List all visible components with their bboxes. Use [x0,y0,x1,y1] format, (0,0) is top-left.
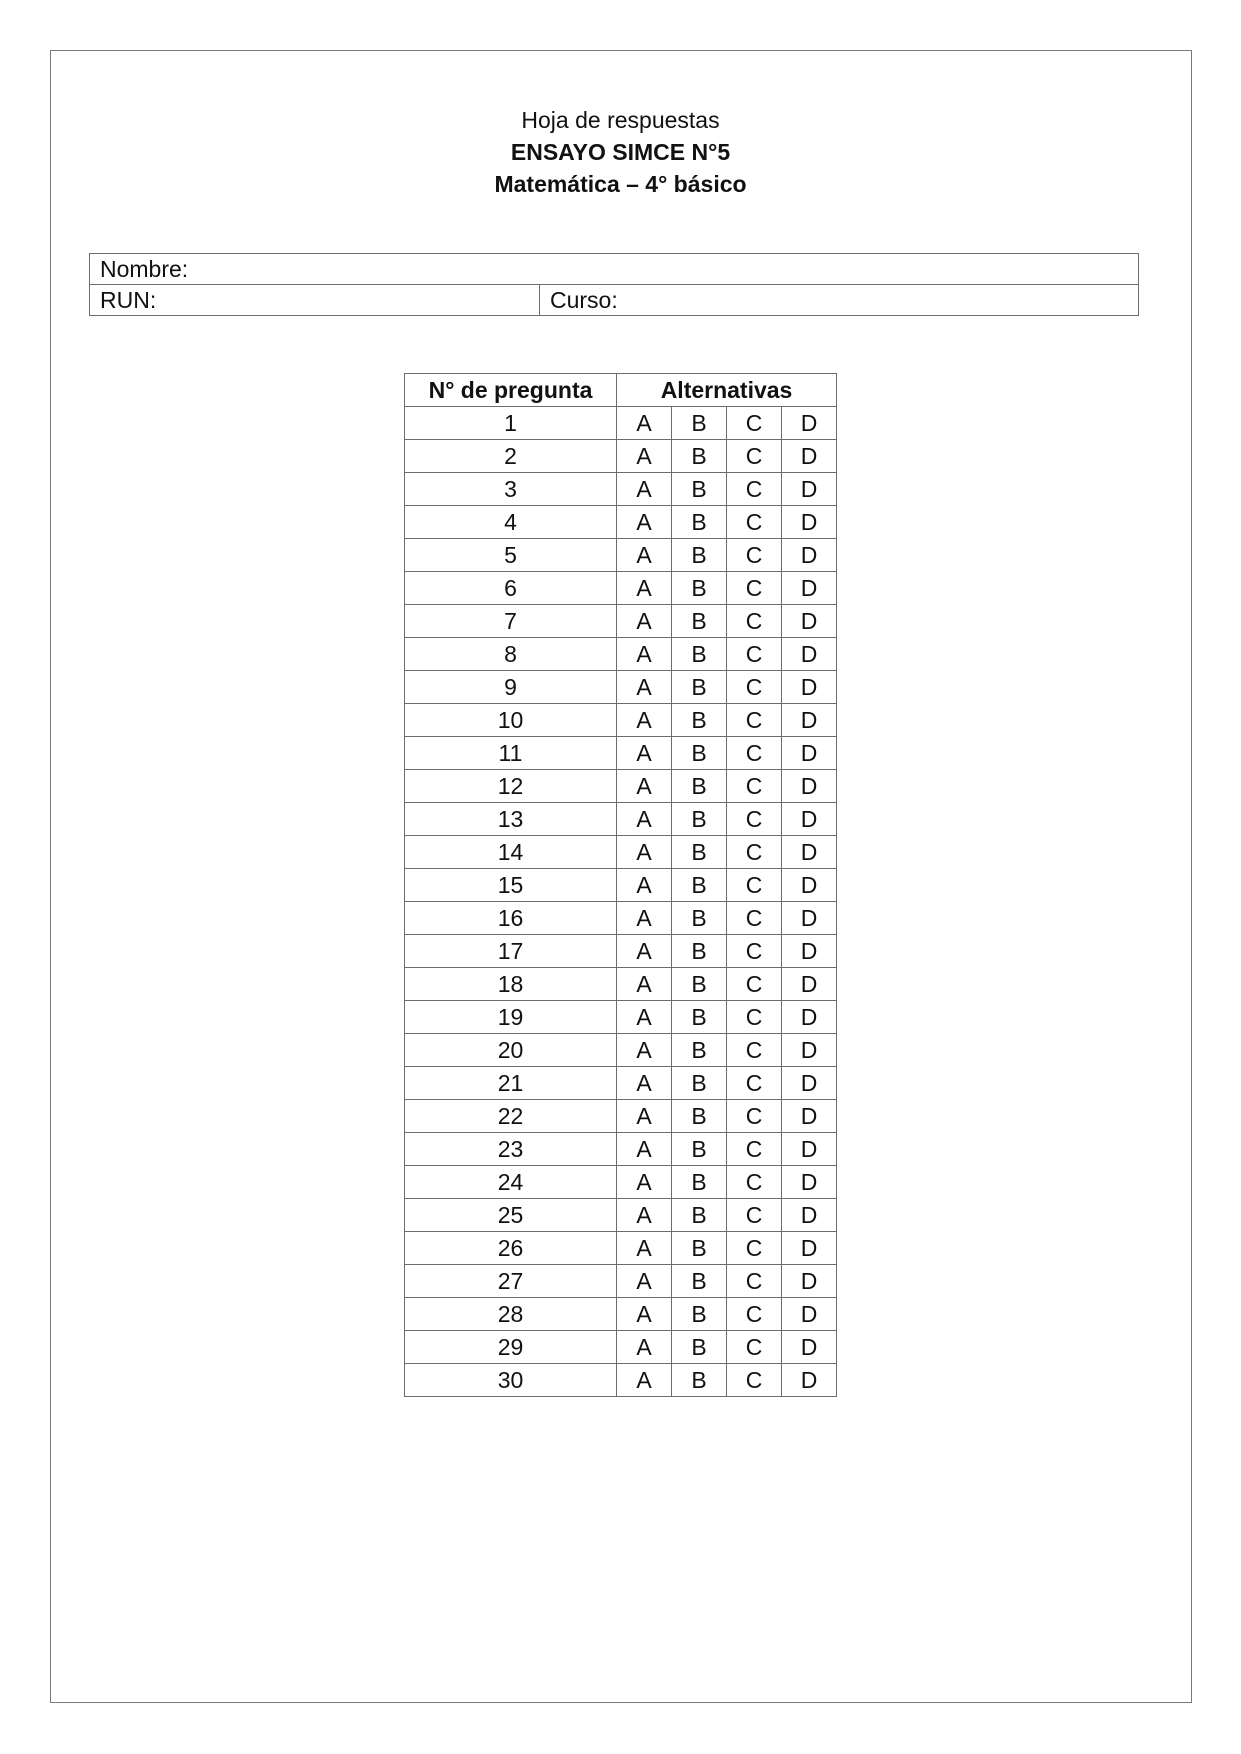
table-row [405,803,837,836]
answer-option-d[interactable]: D [782,605,837,638]
document-header [0,104,1241,200]
answer-option-c[interactable]: C [727,836,782,869]
answer-option-b[interactable]: B [672,704,727,737]
answer-option-c[interactable]: C [727,1133,782,1166]
answer-option-b[interactable]: B [672,1199,727,1232]
table-row [405,869,837,902]
answer-table-header [405,374,837,407]
answer-option-a[interactable]: A [617,407,672,440]
question-number: 19 [405,1001,617,1034]
answer-option-b[interactable]: B [672,803,727,836]
answer-option-c[interactable]: C [727,1166,782,1199]
answer-option-b[interactable]: B [672,770,727,803]
answer-option-d[interactable]: D [782,1265,837,1298]
course-title: Matemática – 4° básico [494,171,747,197]
answer-option-d[interactable]: D [782,638,837,671]
table-row [405,1166,837,1199]
answer-option-d[interactable]: D [782,1034,837,1067]
question-number: 30 [405,1364,617,1397]
answer-option-b[interactable]: B [672,1133,727,1166]
course-field[interactable] [540,285,1139,316]
alternatives-header: Alternativas [617,374,837,407]
question-number: 3 [405,473,617,506]
answer-option-d[interactable]: D [782,803,837,836]
table-row [405,473,837,506]
answer-option-c[interactable]: C [727,506,782,539]
answer-option-d[interactable]: D [782,473,837,506]
table-row [405,1001,837,1034]
answer-option-a[interactable]: A [617,440,672,473]
answer-option-a[interactable]: A [617,935,672,968]
answer-option-a[interactable]: A [617,803,672,836]
answer-option-a[interactable]: A [617,473,672,506]
table-row [405,704,837,737]
table-row [405,737,837,770]
question-number: 5 [405,539,617,572]
answer-option-b[interactable]: B [672,407,727,440]
answer-option-a[interactable]: A [617,1364,672,1397]
answer-option-d[interactable]: D [782,1133,837,1166]
answer-option-a[interactable]: A [617,1199,672,1232]
question-number: 24 [405,1166,617,1199]
answer-option-a[interactable]: A [617,1298,672,1331]
answer-option-d[interactable]: D [782,770,837,803]
answer-option-c[interactable]: C [727,1265,782,1298]
answer-option-a[interactable]: A [617,1034,672,1067]
answer-option-b[interactable]: B [672,1298,727,1331]
answer-option-c[interactable]: C [727,803,782,836]
question-number: 9 [405,671,617,704]
run-label: RUN: [100,286,157,313]
table-row [405,1100,837,1133]
answer-option-b[interactable]: B [672,968,727,1001]
answer-option-d[interactable]: D [782,836,837,869]
answer-option-d[interactable]: D [782,1298,837,1331]
question-number: 1 [405,407,617,440]
question-number: 12 [405,770,617,803]
answer-option-b[interactable]: B [672,473,727,506]
table-row [405,506,837,539]
question-number: 21 [405,1067,617,1100]
answer-option-c[interactable]: C [727,704,782,737]
answer-option-b[interactable]: B [672,902,727,935]
answer-option-a[interactable]: A [617,1067,672,1100]
answer-option-c[interactable]: C [727,1100,782,1133]
answer-option-b[interactable]: B [672,1364,727,1397]
table-row [405,1364,837,1397]
answer-table-body [405,407,837,1397]
answer-option-d[interactable]: D [782,1001,837,1034]
question-number: 28 [405,1298,617,1331]
answer-option-b[interactable]: B [672,1331,727,1364]
answer-option-a[interactable]: A [617,1166,672,1199]
name-label: Nombre: [100,255,189,282]
table-row [405,770,837,803]
answer-option-d[interactable]: D [782,440,837,473]
answer-option-a[interactable]: A [617,638,672,671]
question-number: 14 [405,836,617,869]
answer-option-b[interactable]: B [672,605,727,638]
table-row [405,572,837,605]
answer-option-d[interactable]: D [782,1364,837,1397]
table-row [405,539,837,572]
answer-option-a[interactable]: A [617,1331,672,1364]
question-number: 22 [405,1100,617,1133]
answer-option-d[interactable]: D [782,1331,837,1364]
table-row [405,968,837,1001]
question-number: 7 [405,605,617,638]
table-row [405,836,837,869]
answer-option-b[interactable]: B [672,572,727,605]
answer-option-c[interactable]: C [727,737,782,770]
question-number: 13 [405,803,617,836]
question-number-header: N° de pregunta [405,374,617,407]
question-number: 11 [405,737,617,770]
answer-option-a[interactable]: A [617,770,672,803]
table-row [405,1034,837,1067]
answer-option-b[interactable]: B [672,671,727,704]
answer-option-a[interactable]: A [617,1133,672,1166]
answer-option-c[interactable]: C [727,440,782,473]
table-row [405,407,837,440]
answer-option-b[interactable]: B [672,506,727,539]
name-field[interactable] [90,254,1139,285]
answer-option-d[interactable]: D [782,539,837,572]
question-number: 20 [405,1034,617,1067]
answer-option-d[interactable]: D [782,704,837,737]
table-row [405,1232,837,1265]
answer-option-a[interactable]: A [617,1001,672,1034]
answer-option-b[interactable]: B [672,737,727,770]
answer-option-b[interactable]: B [672,869,727,902]
answer-option-c[interactable]: C [727,1232,782,1265]
student-info-table [89,253,1139,316]
answer-option-a[interactable]: A [617,869,672,902]
answer-option-a[interactable]: A [617,605,672,638]
table-row [405,638,837,671]
name-row [90,254,1139,285]
answer-option-d[interactable]: D [782,572,837,605]
table-row [405,1133,837,1166]
run-field[interactable] [90,285,540,316]
question-number: 15 [405,869,617,902]
answer-option-d[interactable]: D [782,1100,837,1133]
answer-option-c[interactable]: C [727,539,782,572]
answer-option-a[interactable]: A [617,902,672,935]
answer-option-c[interactable]: C [727,671,782,704]
question-number: 29 [405,1331,617,1364]
answer-option-d[interactable]: D [782,968,837,1001]
run-course-row [90,285,1139,316]
answer-option-d[interactable]: D [782,506,837,539]
answer-option-c[interactable]: C [727,968,782,1001]
answer-option-c[interactable]: C [727,473,782,506]
answer-option-d[interactable]: D [782,1232,837,1265]
answer-option-b[interactable]: B [672,440,727,473]
answer-option-c[interactable]: C [727,1331,782,1364]
question-number: 2 [405,440,617,473]
question-number: 26 [405,1232,617,1265]
answer-option-d[interactable]: D [782,737,837,770]
answer-option-a[interactable]: A [617,1232,672,1265]
answer-option-b[interactable]: B [672,638,727,671]
answer-option-c[interactable]: C [727,1001,782,1034]
answer-option-d[interactable]: D [782,671,837,704]
answer-option-d[interactable]: D [782,1199,837,1232]
answer-option-a[interactable]: A [617,539,672,572]
answer-option-b[interactable]: B [672,1034,727,1067]
table-row [405,1331,837,1364]
exam-title: ENSAYO SIMCE N°5 [510,139,731,165]
answer-option-d[interactable]: D [782,1166,837,1199]
question-number: 8 [405,638,617,671]
answer-option-b[interactable]: B [672,1067,727,1100]
answer-option-b[interactable]: B [672,1232,727,1265]
question-number: 18 [405,968,617,1001]
answer-option-a[interactable]: A [617,1265,672,1298]
answer-option-a[interactable]: A [617,506,672,539]
answer-option-a[interactable]: A [617,968,672,1001]
answer-option-d[interactable]: D [782,869,837,902]
answer-option-c[interactable]: C [727,935,782,968]
answer-option-c[interactable]: C [727,1364,782,1397]
answer-option-b[interactable]: B [672,1001,727,1034]
table-row [405,935,837,968]
answer-option-c[interactable]: C [727,1067,782,1100]
answer-option-b[interactable]: B [672,539,727,572]
answer-option-b[interactable]: B [672,1166,727,1199]
table-row [405,902,837,935]
answer-option-a[interactable]: A [617,704,672,737]
answer-option-d[interactable]: D [782,935,837,968]
answer-option-d[interactable]: D [782,407,837,440]
answer-option-a[interactable]: A [617,737,672,770]
question-number: 17 [405,935,617,968]
answer-option-c[interactable]: C [727,902,782,935]
question-number: 27 [405,1265,617,1298]
question-number: 16 [405,902,617,935]
question-number: 10 [405,704,617,737]
sheet-subtitle: Hoja de respuestas [521,107,720,133]
table-row [405,1199,837,1232]
question-number: 4 [405,506,617,539]
table-row [405,1067,837,1100]
answer-option-a[interactable]: A [617,836,672,869]
answer-option-b[interactable]: B [672,1100,727,1133]
answer-option-d[interactable]: D [782,902,837,935]
answer-option-c[interactable]: C [727,1199,782,1232]
answer-option-b[interactable]: B [672,1265,727,1298]
answer-option-c[interactable]: C [727,869,782,902]
table-row [405,440,837,473]
table-row [405,1265,837,1298]
answer-option-a[interactable]: A [617,572,672,605]
table-row [405,1298,837,1331]
table-row [405,605,837,638]
answer-option-b[interactable]: B [672,935,727,968]
answer-option-c[interactable]: C [727,407,782,440]
answer-option-d[interactable]: D [782,1067,837,1100]
answer-option-b[interactable]: B [672,836,727,869]
answer-option-c[interactable]: C [727,605,782,638]
question-number: 25 [405,1199,617,1232]
question-number: 6 [405,572,617,605]
answer-option-c[interactable]: C [727,572,782,605]
answer-option-c[interactable]: C [727,770,782,803]
question-number: 23 [405,1133,617,1166]
answer-option-c[interactable]: C [727,638,782,671]
table-row [405,671,837,704]
course-label: Curso: [550,286,618,313]
answer-table [404,373,837,1397]
answer-option-a[interactable]: A [617,1100,672,1133]
answer-option-c[interactable]: C [727,1298,782,1331]
answer-option-a[interactable]: A [617,671,672,704]
answer-option-c[interactable]: C [727,1034,782,1067]
